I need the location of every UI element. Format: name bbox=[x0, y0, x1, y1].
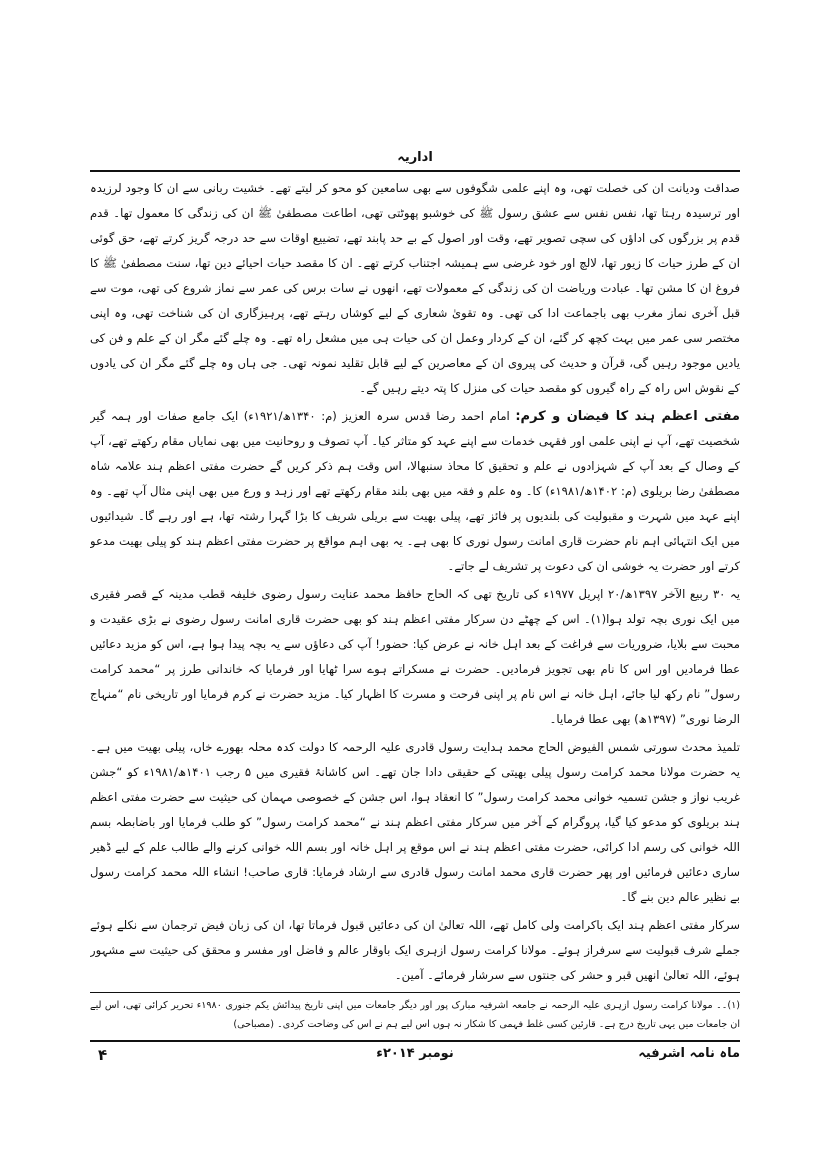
paragraph bbox=[90, 404, 740, 579]
paragraph-text: تلمیذ محدث سورتی شمس الفیوض الحاج محمد ہدایت رسول قادری علیہ الرحمہ کا دولت کدہ محلہ بھورے خاں، پیلی بھیت میں ہے۔ یہ حضرت مولانا محمد کرامت رسول پیلی بھیتی کے حقیقی دادا جان تھے۔ اس کاشانۂ فقیری میں ۵ رجب ۱۴۰۱ھ/۱۹۸۱ء کو “جشن غریب نواز و جشن تسمیہ خوانی محمد کرامت رسول” کا انعقاد ہوا، اس جشن کے خصوصی مہمان کی حیثیت سے حضرت مفتی اعظم ہند بریلوی کو مدعو کیا گیا، پروگرام کے آخر میں سرکار مفتی اعظم ہند نے “محمد کرامت رسول” کو طلب فرمایا اور باضابطہ بسم اللہ خوانی کی رسم ادا کرائی، حضرت مفتی اعظم ہند نے اس موقع پر اہل خانہ اور بسم اللہ خوانی کرنے والے طالب علم کے لیے ڈھیر ساری دعائیں فرمائیں اور پھر حضرت قاری محمد امانت رسول قادری سے ارشاد فرمایا: قاری صاحب! انشاء اللہ محمد کرامت رسول بے نظیر عالم دین بنے گا۔ bbox=[90, 740, 740, 904]
footnote-divider bbox=[90, 992, 740, 993]
header-divider bbox=[90, 170, 740, 172]
document-page bbox=[90, 150, 740, 1080]
paragraph bbox=[90, 913, 740, 984]
magazine-name: ماہ نامہ اشرفیہ bbox=[638, 1046, 740, 1061]
footer-divider bbox=[90, 1040, 740, 1042]
article-body bbox=[90, 176, 740, 984]
paragraph-text: امام احمد رضا قدس سرہ العزیز (م: ۱۳۴۰ھ/۱۹۲۱ء) ایک جامع صفات اور ہمہ گیر شخصیت تھے، آپ نے اپنی علمی اور فقہی خدمات سے اپنے عہد کو متاثر کیا۔ آپ تصوف و روحانیت میں بھی نمایاں مقام رکھتے تھے، آپ کے وصال کے بعد آپ کے شہزادوں نے علم و تحقیق کا محاذ سنبھالا، اس وقت ہم ذکر کریں گے حضرت مفتی اعظم ہند علامہ شاہ مصطفیٰ رضا بریلوی (م: ۱۴۰۲ھ/۱۹۸۱ء) کا۔ وہ علم و فقہ میں بھی بلند مقام رکھتے تھے اور زہد و ورع میں بھی اپنی مثال آپ تھے۔ وہ اپنے عہد میں شہرت و مقبولیت کی بلندیوں پر فائز تھے، پیلی بھیت سے بریلی شریف کا بڑا گہرا رشتہ تھا، ہے اور رہے گا۔ شیدائیوں میں ایک انتہائی اہم نام حضرت قاری امانت رسول نوری کا بھی ہے۔ یہ بھی اہم مواقع پر حضرت مفتی اعظم ہند کو پیلی بھیت مدعو کرتے اور حضرت یہ خوشی ان کی دعوت پر تشریف لے جاتے۔ bbox=[90, 409, 740, 573]
issue-date: نومبر ۲۰۱۴ء bbox=[376, 1046, 454, 1061]
footnote: (۱)۔۔ مولانا کرامت رسول ازہری علیہ الرحمہ نے جامعہ اشرفیہ مبارک پور اور دیگر جامعات میں اپنی تاریخ پیدائش یکم جنوری ۱۹۸۰ء تحریر کرائی تھی، اس لیے ان جامعات میں یہی تاریخ درج ہے۔ قارئین کسی غلط فہمی کا شکار نہ ہوں اس لیے ہم نے اس کی وضاحت کردی۔ (مصباحی) bbox=[90, 1000, 740, 1030]
paragraph bbox=[90, 582, 740, 732]
page-header-title: اداریہ bbox=[397, 150, 433, 165]
paragraph-text: صداقت ودیانت ان کی خصلت تھی، وہ اپنے علمی شگوفوں سے بھی سامعین کو محو کر لیتے تھے۔ خشیت ربانی سے ان کا وجود لرزیدہ اور ترسیدہ رہتا تھا، نفس نفس سے عشق رسول ﷺ کی خوشبو پھوٹتی تھی، اطاعت مصطفیٰ ﷺ ان کی زندگی کا معمول تھا۔ قدم قدم پر بزرگوں کی اداؤں کی سچی تصویر تھے، وقت اور اصول کے بے حد پابند تھے، تضییع اوقات سے حد درجہ گریز کرتے تھے، حق گوئی ان کے طرز حیات کا زیور تھا، لالچ اور خود غرضی سے ہمیشہ اجتناب کرتے تھے۔ ان کا مقصد حیات احیائے دین تھا، سنت مصطفیٰ ﷺ کا فروغ ان کا مشن تھا۔ عبادت وریاضت ان کی زندگی کے معمولات تھے، انھوں نے سات برس کی عمر سے نماز شروع کی تھی، موت سے قبل آخری نماز مغرب بھی باجماعت ادا کی تھی۔ وہ تقویٰ شعاری کے لیے کوشاں رہتے تھے، پرہیزگاری ان کی شناخت تھی، وہ اپنی مختصر سی عمر میں بہت کچھ کر گئے، ان کے کردار وعمل ان کی حیات ہی میں مشعل راہ تھے۔ وہ چلے گئے مگر ان کے علم و فن کی یادیں موجود رہیں گی، قرآن و حدیث کی پیروی ان کے معاصرین کے لیے قابل تقلید نمونہ تھی۔ جی ہاں وہ چلے گئے مگر ان کی یادوں کے نقوش اس راہ کے راہ گیروں کو مقصد حیات کی منزل کا پتہ دیتے رہیں گے۔ bbox=[90, 181, 740, 395]
section-heading: مفتی اعظم ہند کا فیضان و کرم: bbox=[515, 409, 740, 424]
paragraph-text: یہ ۳۰ ربیع الآخر ۱۳۹۷ھ/۲۰ اپریل ۱۹۷۷ء کی تاریخ تھی کہ الحاج حافظ محمد عنایت رسول رضوی خلیفہ قطب مدینہ کے قصر فقیری میں ایک نوری بچہ تولد ہوا(۱)۔ اس کے چھٹے دن سرکار مفتی اعظم ہند کو بھی حضرت قاری امانت رسول رضوی نے بڑی عقیدت و محبت سے بلایا، ضروریات سے فراغت کے بعد اہل خانہ نے عرض کیا: حضور! آپ کی دعاؤں سے یہ بچہ پیدا ہوا ہے، اس کو مزید دعائیں عطا فرمادیں اور اس کا نام بھی تجویز فرمادیں۔ حضرت نے مسکراتے ہوے سرا ٹھایا اور فرمایا کہ خاندانی طرز پر “محمد کرامت رسول” نام رکھ لیا جائے، اہل خانہ نے اس نام پر اپنی فرحت و مسرت کا اظہار کیا۔ مزید حضرت نے کرم فرمایا اور تاریخی نام “منہاج الرضا نوری” (۱۳۹۷ھ) بھی عطا فرمایا۔ bbox=[90, 587, 740, 726]
page-number: ۴ bbox=[98, 1046, 108, 1064]
paragraph-text: سرکار مفتی اعظم ہند ایک باکرامت ولی کامل تھے، اللہ تعالیٰ ان کی دعائیں قبول فرماتا تھا، ان کی زبان فیض ترجمان سے نکلے ہوئے جملے شرف قبولیت سے سرفراز ہوئے۔ مولانا کرامت رسول ازہری ایک باوقار عالم و فاضل اور مفسر و محقق کی حیثیت سے مشہور ہوئے، اللہ تعالیٰ انھیں قبر و حشر کی جنتوں سے سرشار فرمائے۔ آمین۔ bbox=[90, 918, 740, 982]
paragraph bbox=[90, 735, 740, 910]
paragraph bbox=[90, 176, 740, 401]
page-footer bbox=[90, 1046, 740, 1072]
